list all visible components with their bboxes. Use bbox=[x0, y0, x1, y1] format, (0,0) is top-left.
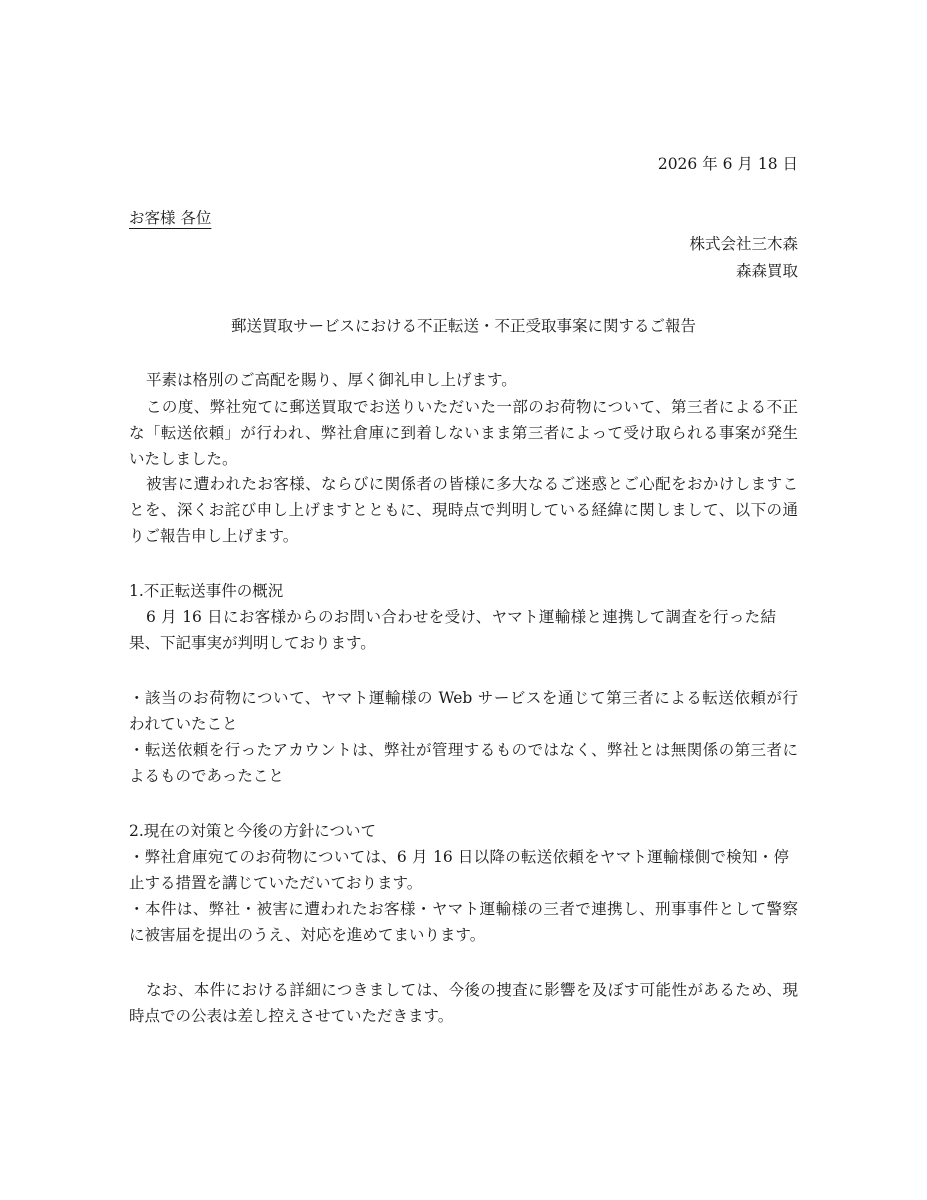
section1-bullet2-line-2: よるものであったこと bbox=[129, 767, 284, 785]
sender-company: 株式会社三木森 bbox=[689, 235, 798, 253]
closing-line-2: 時点での公表は差し控えさせていただきます。 bbox=[129, 1007, 454, 1025]
intro-line-6: とを、深くお詫び申し上げますとともに、現時点で判明している経緯に関しまして、以下の通 bbox=[129, 501, 798, 519]
section1-bullet2-line-1: ・転送依頼を行ったアカウントは、弊社が管理するものではなく、弊社とは無関係の第三者に bbox=[129, 741, 798, 759]
sender-brand: 森森買取 bbox=[735, 262, 798, 280]
intro-line-1: 平素は格別のご高配を賜り、厚く御礼申し上げます。 bbox=[146, 371, 517, 389]
document-title: 郵送買取サービスにおける不正転送・不正受取事案に関するご報告 bbox=[230, 317, 696, 335]
letter-date: 2026 年 6 月 18 日 bbox=[657, 155, 798, 173]
section2-heading: 2.現在の対策と今後の方針について bbox=[129, 822, 376, 840]
intro-line-3: な「転送依頼」が行われ、弊社倉庫に到着しないまま第三者によって受け取られる事案が発生 bbox=[129, 424, 798, 442]
intro-line-2: この度、弊社宛てに郵送買取でお送りいただいた一部のお荷物について、第三者による不正 bbox=[146, 398, 798, 416]
salutation: お客様 各位 bbox=[129, 209, 212, 227]
intro-line-5: 被害に遭われたお客様、ならびに関係者の皆様に多大なるご迷惑とご心配をおかけしますこ bbox=[146, 475, 798, 493]
section1-line-2: 果、下記事実が判明しております。 bbox=[129, 634, 376, 652]
section1-line-1: 6 月 16 日にお客様からのお問い合わせを受け、ヤマト運輸様と連携して調査を行った結 bbox=[146, 608, 776, 626]
section1-bullet1-line-2: われていたこと bbox=[129, 715, 238, 733]
section2-bullet2-line-1: ・本件は、弊社・被害に遭われたお客様・ヤマト運輸様の三者で連携し、刑事事件として警察 bbox=[129, 900, 798, 918]
section1-bullet1-line-1: ・該当のお荷物について、ヤマト運輸様の Web サービスを通じて第三者による転送依頼が行 bbox=[129, 689, 798, 707]
intro-line-4: いたしました。 bbox=[129, 450, 238, 468]
section2-bullet2-line-2: に被害届を提出のうえ、対応を進めてまいります。 bbox=[129, 926, 486, 944]
intro-line-7: りご報告申し上げます。 bbox=[129, 527, 299, 545]
section1-heading: 1.不正転送事件の概況 bbox=[129, 582, 284, 600]
closing-line-1: なお、本件における詳細につきましては、今後の捜査に影響を及ぼす可能性があるため、現 bbox=[146, 981, 798, 999]
section2-bullet1-line-1: ・弊社倉庫宛てのお荷物については、6 月 16 日以降の転送依頼をヤマト運輸様側で検知・停 bbox=[129, 848, 789, 866]
section2-bullet1-line-2: 止する措置を講じていただいております。 bbox=[129, 874, 423, 892]
